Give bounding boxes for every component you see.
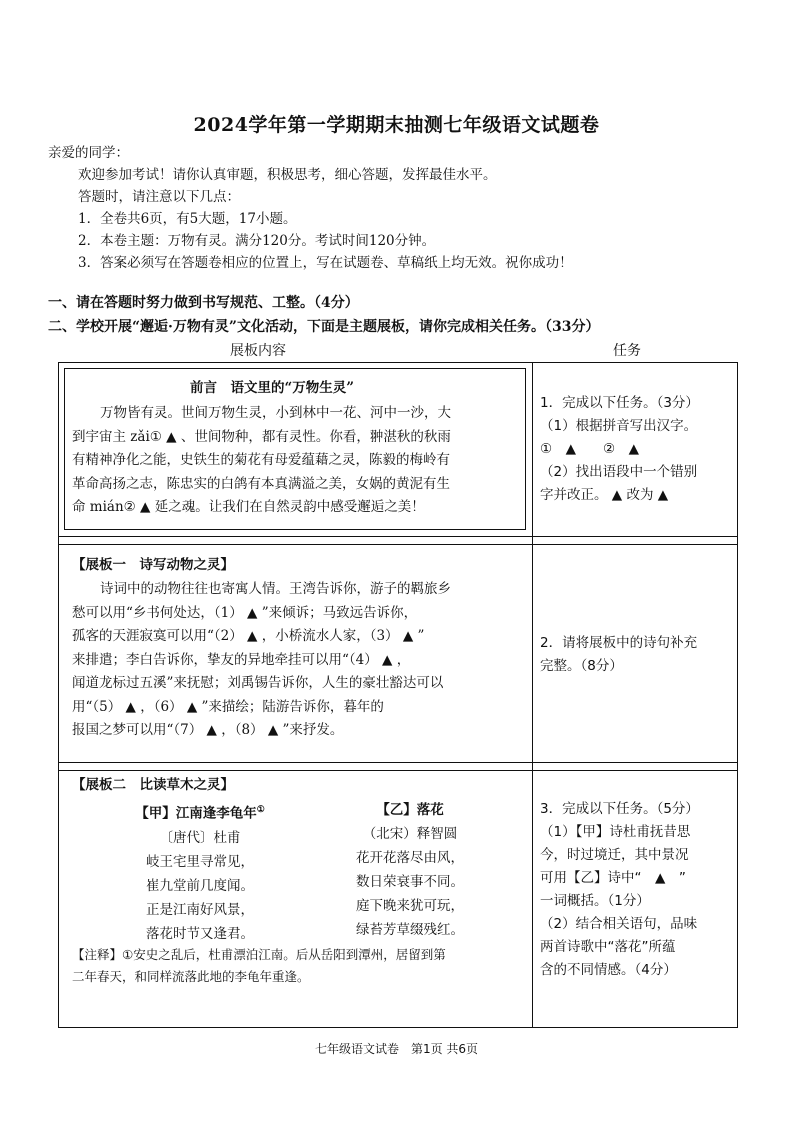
poem-a-author: 〔唐代〕杜甫	[159, 829, 241, 846]
preface-line-2: 到宇宙主 zǎi① ▲ 、世间物种，都有灵性。你看，翀湛秋的秋雨	[72, 428, 451, 445]
board-2-heading: 【展板二 比读草木之灵】	[72, 777, 234, 793]
intro-line-4: 2．本卷主题：万物有灵。满分120分。考试时间120分钟。	[78, 233, 436, 249]
poem-a-note-mark: ①	[256, 805, 265, 815]
task-3-line-5: 一词概括。（1分）	[540, 893, 650, 909]
poem-b-title: 【乙】落花	[376, 802, 444, 818]
poem-b-author: （北宋）释智圆	[362, 826, 458, 842]
task-3	[540, 798, 699, 982]
board-1-line-6: 用“（5） ▲ ，（6） ▲ ”来描绘；陆游告诉你，暮年的	[72, 698, 384, 715]
row-divider-1	[58, 536, 738, 537]
task-3-line-4: 可用【乙】诗中“ ▲ ”	[540, 870, 686, 886]
table-divider	[532, 362, 533, 1028]
board-1-line-2: 愁可以用“乡书何处达，（1） ▲ ”来倾诉；马致远告诉你，	[72, 604, 418, 621]
poem-b-line-4: 绿苔芳草缀残红。	[356, 922, 464, 938]
preface-line-1: 万物皆有灵。世间万物生灵，小到林中一花、河中一沙，大	[100, 405, 451, 421]
poem-a-line-3: 正是江南好风景，	[146, 901, 254, 918]
intro-line-1: 欢迎参加考试！请你认真审题，积极思考，细心答题，发挥最佳水平。	[78, 167, 497, 183]
intro-line-2: 答题时，请注意以下几点：	[78, 189, 240, 205]
board-1-text	[72, 578, 451, 743]
preface-heading: 前言 语文里的“万物生灵”	[190, 380, 355, 396]
task-3-line-8: 含的不同情感。（4分）	[540, 962, 677, 978]
task-3-line-2: （1）【甲】诗杜甫抚昔思	[540, 824, 691, 840]
poem-a-line-1: 岐王宅里寻常见，	[146, 853, 254, 870]
task-3-line-1: 3．完成以下任务。（5分）	[540, 801, 699, 817]
poem-note	[72, 944, 446, 988]
task-2-line-1: 2．请将展板中的诗句补充	[540, 635, 698, 651]
greeting: 亲爱的同学：	[48, 145, 129, 161]
task-3-line-7: 两首诗歌中“落花”所蕴	[540, 939, 676, 955]
page-title: 2024学年第一学期期末抽测七年级语文试题卷	[193, 114, 600, 136]
task-1-line-3: ① ▲ ② ▲	[540, 441, 639, 457]
task-2	[540, 632, 697, 678]
task-1-line-5: 字并改正。 ▲ 改为 ▲	[540, 487, 669, 503]
intro-line-5: 3．答案必须写在答题卷相应的位置上，写在试题卷、草稿纸上均无效。祝你成功！	[78, 255, 573, 271]
poem-b-line-3: 庭下晚来犹可玩，	[356, 898, 464, 914]
task-1-line-4: （2）找出语段中一个错别	[540, 464, 698, 480]
section-1-heading: 一、请在答题时努力做到书写规范、工整。（4分）	[48, 295, 359, 311]
task-3-line-3: 今，时过境迁，其中景况	[540, 847, 689, 863]
poem-a-line-2: 崔九堂前几度闻。	[146, 877, 254, 894]
intro-line-3: 1．全卷共6页，有5大题，17小题。	[78, 211, 297, 227]
board-1-line-1: 诗词中的动物往往也寄寓人情。王湾告诉你，游子的羁旅乡	[100, 581, 451, 597]
preface-line-5: 命 mián② ▲ 延之魂。让我们在自然灵韵中感受邂逅之美！	[72, 499, 425, 515]
board-1-line-5: 闻道龙标过五溪”来抚慰；刘禹锡告诉你，人生的豪壮豁达可以	[72, 675, 444, 691]
page-footer: 七年级语文试卷 第1页 共6页	[314, 1042, 479, 1056]
column-header-content: 展板内容	[230, 343, 286, 359]
poem-note-line-2: 二年春天，和同样流落此地的李龟年重逢。	[72, 969, 310, 984]
task-1	[540, 392, 699, 507]
poem-a-title: 【甲】江南逢李龟年	[135, 805, 257, 822]
poem-b	[310, 798, 510, 942]
column-header-task: 任务	[613, 343, 641, 359]
poem-a	[100, 798, 300, 946]
row-divider-1b	[58, 544, 738, 545]
preface-text	[72, 402, 451, 520]
task-1-line-2: （1）根据拼音写出汉字。	[540, 418, 698, 434]
preface-line-4: 革命高扬之志，陈忠实的白鸽有本真满溢之美，女娲的黄泥有生	[72, 475, 450, 492]
poem-a-line-4: 落花时节又逢君。	[146, 925, 254, 942]
row-divider-2	[58, 762, 738, 763]
board-1-heading: 【展板一 诗写动物之灵】	[72, 557, 234, 573]
row-divider-2b	[58, 770, 738, 771]
section-2-heading: 二、学校开展“邂逅·万物有灵”文化活动，下面是主题展板，请你完成相关任务。（33分）	[48, 319, 600, 335]
task-3-line-6: （2）结合相关语句，品味	[540, 916, 698, 932]
poem-b-line-1: 花开花落尽由风，	[356, 850, 464, 866]
board-1-line-3: 孤客的天涯寂寞可以用“（2） ▲ ，小桥流水人家，（3） ▲ ”	[72, 628, 425, 644]
poem-b-line-2: 数日荣衰事不同。	[356, 874, 464, 890]
board-1-line-4: 来排遣；李白告诉你，挚友的异地牵挂可以用“（4） ▲ ，	[72, 651, 411, 668]
task-2-line-2: 完整。（8分）	[540, 658, 623, 674]
poem-note-line-1: 【注释】①安史之乱后，杜甫漂泊江南。后从岳阳到潭州，居留到第	[72, 947, 446, 962]
preface-line-3: 有精神净化之能，史铁生的菊花有母爱蕴藉之灵，陈毅的梅岭有	[72, 452, 450, 468]
board-1-line-7: 报国之梦可以用“（7） ▲ ，（8） ▲ ”来抒发。	[72, 722, 344, 738]
task-1-line-1: 1．完成以下任务。（3分）	[540, 395, 699, 411]
